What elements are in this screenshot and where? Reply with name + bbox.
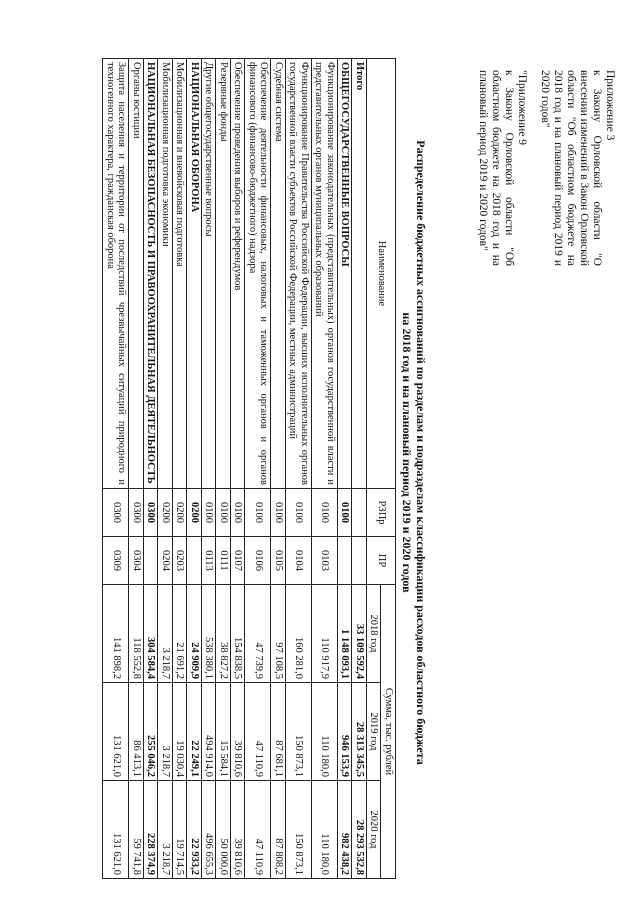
cell-name: Функционирование законодательных (представительных) органов государственной власти и представительных органов муниципальных образований bbox=[312, 59, 338, 489]
cell-pr: 0105 bbox=[271, 537, 286, 585]
cell-2018: 38 827,2 bbox=[216, 585, 231, 683]
table-row bbox=[231, 59, 246, 879]
cell-2018: 21 691,2 bbox=[173, 585, 188, 683]
cell-2020: 59 741,8 bbox=[129, 781, 144, 879]
cell-2020: 39 810,6 bbox=[231, 781, 246, 879]
cell-2020: 50 000,0 bbox=[216, 781, 231, 879]
cell-2019: 39 810,6 bbox=[231, 683, 246, 781]
budget-table bbox=[103, 58, 397, 879]
cell-2018: 304 584,4 bbox=[144, 585, 159, 683]
cell-rzpr: 0100 bbox=[231, 489, 246, 537]
cell-pr: 0203 bbox=[173, 537, 188, 585]
cell-rzpr: 0200 bbox=[187, 489, 202, 537]
title-line-2: на 2018 год и на плановый период 2019 и 2020 годов bbox=[400, 312, 414, 593]
cell-2020: 150 873,1 bbox=[286, 781, 312, 879]
cell-pr bbox=[144, 537, 159, 585]
appendix-3-title: Приложение 3 bbox=[604, 70, 616, 141]
table-row bbox=[158, 59, 173, 879]
cell-name: НАЦИОНАЛЬНАЯ ОБОРОНА bbox=[187, 59, 202, 489]
budget-table-wrapper bbox=[103, 58, 397, 878]
cell-2020: 228 374,9 bbox=[144, 781, 159, 879]
cell-rzpr: 0300 bbox=[103, 489, 129, 537]
cell-name: НАЦИОНАЛЬНАЯ БЕЗОПАСНОСТЬ И ПРАВООХРАНИТЕЛЬНАЯ ДЕЯТЕЛЬНОСТЬ bbox=[144, 59, 159, 489]
table-row bbox=[103, 59, 129, 879]
table-row bbox=[245, 59, 271, 879]
cell-2018: 1 148 093,1 bbox=[338, 585, 353, 683]
cell-pr: 0111 bbox=[216, 537, 231, 585]
table-row bbox=[286, 59, 312, 879]
cell-rzpr: 0100 bbox=[271, 489, 286, 537]
cell-name: Функционирование Правительства Российской Федерации, высших исполнительных органов государственной власти субъектов Российской Федерации, местных администраций bbox=[286, 59, 312, 489]
title-line-1: Распределение бюджетных ассигнований по разделам и подразделам классификации расходов областного бюджета bbox=[414, 140, 428, 765]
table-row bbox=[173, 59, 188, 879]
cell-name: ОБЩЕГОСУДАРСТВЕННЫЕ ВОПРОСЫ bbox=[338, 59, 353, 489]
cell-name: Обеспечение проведения выборов и референдумов bbox=[231, 59, 246, 489]
cell-2018: 3 218,7 bbox=[158, 585, 173, 683]
cell-pr: 0309 bbox=[103, 537, 129, 585]
cell-pr bbox=[352, 537, 367, 585]
header-2020: 2020 год bbox=[367, 781, 382, 879]
appendix-9-text: к Закону Орловской области "Об областном бюджете на 2018 год и на плановый период 2019 и 2020 годов" bbox=[477, 70, 515, 266]
cell-2020: 3 218,7 bbox=[158, 781, 173, 879]
cell-pr: 0204 bbox=[158, 537, 173, 585]
cell-2018: 160 281,0 bbox=[286, 585, 312, 683]
cell-2019: 255 046,2 bbox=[144, 683, 159, 781]
cell-pr bbox=[187, 537, 202, 585]
cell-2019: 22 249,1 bbox=[187, 683, 202, 781]
appendix-9-title: "Приложение 9 bbox=[516, 70, 528, 146]
appendix-3-block bbox=[538, 70, 616, 266]
header-sum: Сумма, тыс. рублей bbox=[381, 585, 396, 879]
cell-2019: 86 413,1 bbox=[129, 683, 144, 781]
cell-rzpr: 0200 bbox=[173, 489, 188, 537]
cell-pr: 0106 bbox=[245, 537, 271, 585]
header-2018: 2018 год bbox=[367, 585, 382, 683]
cell-pr: 0104 bbox=[286, 537, 312, 585]
cell-2020: 982 438,2 bbox=[338, 781, 353, 879]
cell-rzpr: 0100 bbox=[286, 489, 312, 537]
cell-2018: 538 380,1 bbox=[202, 585, 217, 683]
cell-2019: 946 153,9 bbox=[338, 683, 353, 781]
cell-pr: 0103 bbox=[312, 537, 338, 585]
appendix-notes bbox=[466, 70, 616, 266]
cell-rzpr: 0300 bbox=[129, 489, 144, 537]
header-pr: ПР bbox=[367, 537, 396, 585]
cell-2019: 110 180,0 bbox=[312, 683, 338, 781]
header-rzpr: РЗПр bbox=[367, 489, 396, 537]
cell-rzpr: 0100 bbox=[338, 489, 353, 537]
cell-2018: 141 898,2 bbox=[103, 585, 129, 683]
cell-pr bbox=[338, 537, 353, 585]
cell-2019: 131 621,0 bbox=[103, 683, 129, 781]
cell-2019: 150 873,1 bbox=[286, 683, 312, 781]
cell-pr: 0304 bbox=[129, 537, 144, 585]
table-row bbox=[187, 59, 202, 879]
cell-2018: 24 909,9 bbox=[187, 585, 202, 683]
cell-2020: 22 933,2 bbox=[187, 781, 202, 879]
cell-pr: 0113 bbox=[202, 537, 217, 585]
cell-2018: 47 739,9 bbox=[245, 585, 271, 683]
cell-2018: 110 917,9 bbox=[312, 585, 338, 683]
cell-name: Резервные фонды bbox=[216, 59, 231, 489]
cell-rzpr: 0100 bbox=[312, 489, 338, 537]
cell-rzpr: 0100 bbox=[202, 489, 217, 537]
cell-2019: 28 313 345,5 bbox=[352, 683, 367, 781]
cell-2020: 496 655,3 bbox=[202, 781, 217, 879]
cell-name: Другие общегосударственные вопросы bbox=[202, 59, 217, 489]
table-row bbox=[271, 59, 286, 879]
cell-2020: 131 621,0 bbox=[103, 781, 129, 879]
cell-name: Мобилизационная и вневойсковая подготовка bbox=[173, 59, 188, 489]
cell-rzpr: 0300 bbox=[144, 489, 159, 537]
table-row bbox=[216, 59, 231, 879]
cell-rzpr: 0100 bbox=[216, 489, 231, 537]
cell-2018: 154 838,5 bbox=[231, 585, 246, 683]
cell-rzpr: 0100 bbox=[245, 489, 271, 537]
cell-2019: 3 218,7 bbox=[158, 683, 173, 781]
appendix-3-text: к Закону Орловской области "О внесении изменений в Закон Орловской области "Об областном бюджете на 2018 год и на плановый период 2019 и 2020 годов" bbox=[539, 70, 603, 266]
cell-rzpr: 0200 bbox=[158, 489, 173, 537]
table-body bbox=[103, 59, 367, 879]
cell-name: Мобилизационная подготовка экономики bbox=[158, 59, 173, 489]
appendix-9-block bbox=[476, 70, 528, 266]
cell-2019: 19 030,4 bbox=[173, 683, 188, 781]
cell-2020: 110 180,0 bbox=[312, 781, 338, 879]
cell-2019: 87 681,1 bbox=[271, 683, 286, 781]
cell-2020: 28 293 532,8 bbox=[352, 781, 367, 879]
cell-name: Обеспечение деятельности финансовых, налоговых и таможенных органов и органов финансового (финансово-бюджетного) надзора bbox=[245, 59, 271, 489]
cell-2018: 97 108,5 bbox=[271, 585, 286, 683]
cell-2018: 33 109 592,4 bbox=[352, 585, 367, 683]
header-name: Наименование bbox=[367, 59, 396, 489]
table-row bbox=[352, 59, 367, 879]
cell-name: Судебная система bbox=[271, 59, 286, 489]
cell-2020: 47 110,9 bbox=[245, 781, 271, 879]
cell-name: Защита населения и территории от последствий чрезвычайных ситуаций природного и техногенного характера, гражданская оборона bbox=[103, 59, 129, 489]
document-title bbox=[400, 0, 428, 905]
cell-2020: 19 714,5 bbox=[173, 781, 188, 879]
cell-rzpr bbox=[352, 489, 367, 537]
cell-name: Итого bbox=[352, 59, 367, 489]
table-row bbox=[202, 59, 217, 879]
cell-2018: 118 552,8 bbox=[129, 585, 144, 683]
cell-2019: 494 914,0 bbox=[202, 683, 217, 781]
cell-2019: 15 584,1 bbox=[216, 683, 231, 781]
cell-pr: 0107 bbox=[231, 537, 246, 585]
cell-name: Органы юстиции bbox=[129, 59, 144, 489]
cell-2020: 87 808,2 bbox=[271, 781, 286, 879]
table-row bbox=[338, 59, 353, 879]
table-row bbox=[129, 59, 144, 879]
table-row bbox=[312, 59, 338, 879]
cell-2019: 47 110,9 bbox=[245, 683, 271, 781]
header-2019: 2019 год bbox=[367, 683, 382, 781]
table-row bbox=[144, 59, 159, 879]
